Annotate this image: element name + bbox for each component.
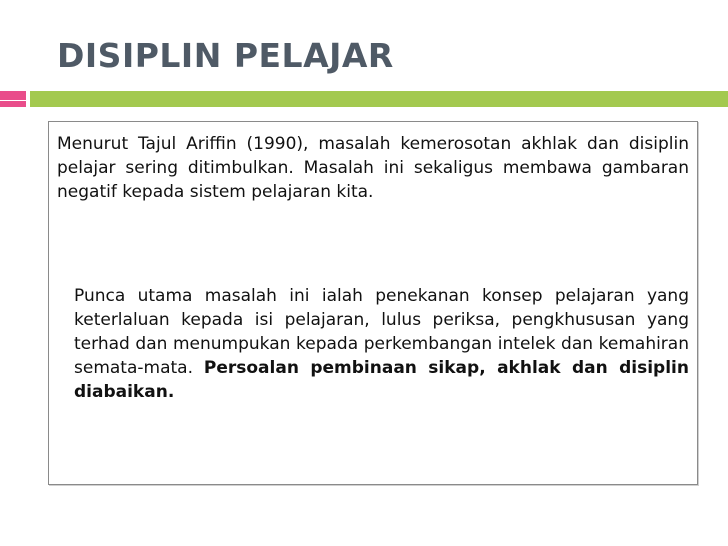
title-accent-bar bbox=[0, 91, 728, 107]
accent-bar-pink-line bbox=[0, 100, 26, 101]
slide-title: DISIPLIN PELAJAR bbox=[57, 36, 394, 75]
accent-bar-pink-segment bbox=[0, 91, 26, 107]
paragraph-2-text: Punca utama masalah ini ialah penekanan konsep pelajaran yang keterlaluan kepada isi pelajaran, lulus periksa, pengkhususan yang terhad dan menumpukan kepada perkembangan intelek dan kemahiran semata-mata. bbox=[74, 286, 689, 378]
paragraph-1 bbox=[57, 132, 689, 204]
paragraph-2-body bbox=[57, 284, 689, 404]
accent-bar-green-segment bbox=[30, 91, 728, 107]
paragraph-2-emphasis: Persoalan pembinaan sikap, akhlak dan disiplin diabaikan. bbox=[74, 358, 689, 402]
paragraph-1-text: Menurut Tajul Ariffin (1990), masalah kemerosotan akhlak dan disiplin pelajar sering ditimbulkan. Masalah ini sekaligus membawa gambaran negatif kepada sistem pelajaran kita. bbox=[57, 134, 689, 202]
paragraph-2 bbox=[57, 284, 689, 404]
